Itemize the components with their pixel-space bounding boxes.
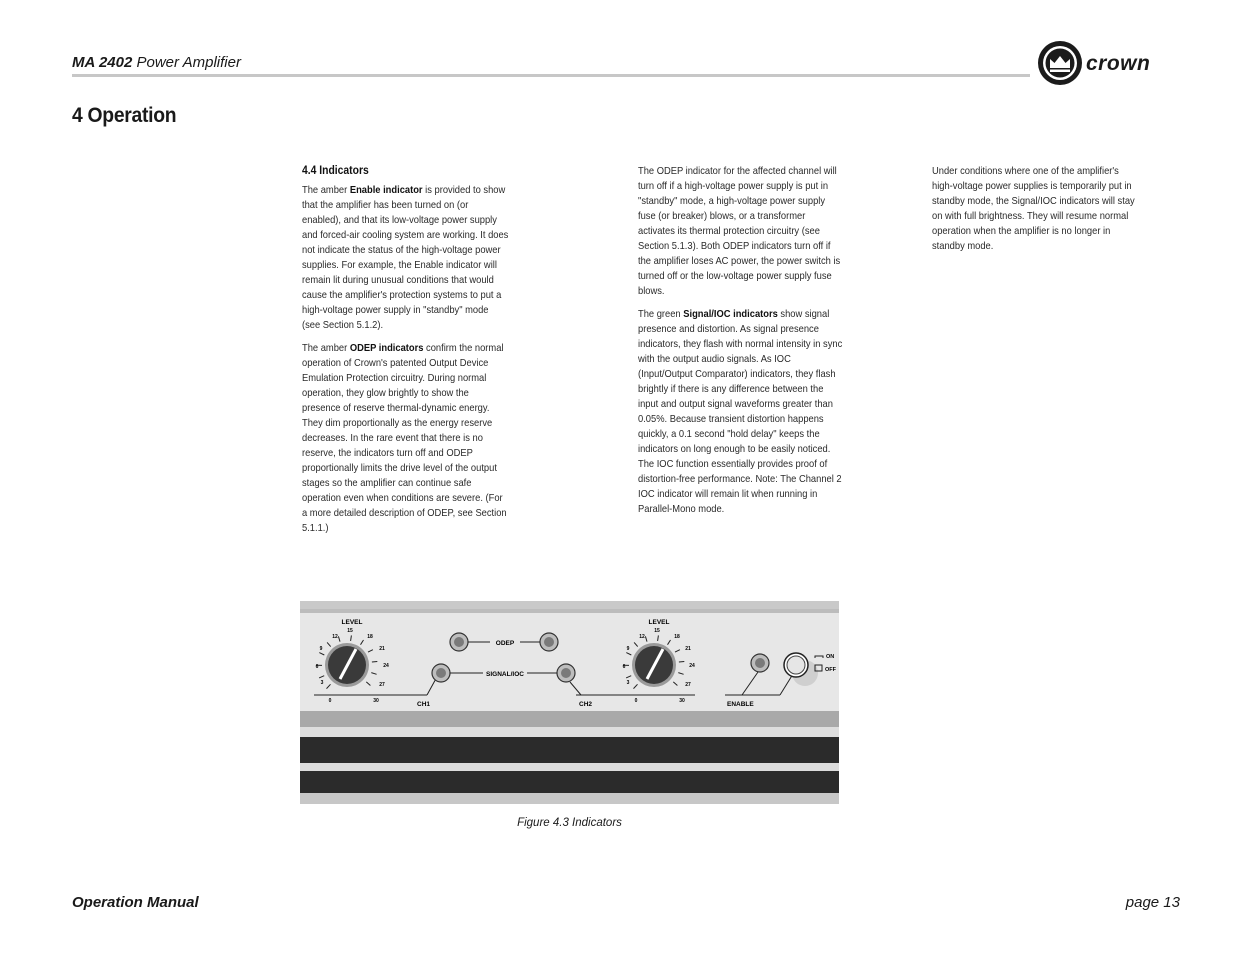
header-model: MA 2402 <box>72 54 133 71</box>
ch1-tick-24: 24 <box>383 663 389 669</box>
ch1-tick-9: 9 <box>319 646 323 652</box>
ch2-tick-9: 9 <box>626 646 630 652</box>
ch1-odep-indicator <box>450 633 468 651</box>
odep-label: ODEP <box>495 640 515 647</box>
section-heading: 4 Operation <box>72 104 177 127</box>
enable-indicator <box>751 654 769 672</box>
ch2-label: CH2 <box>579 701 593 708</box>
ch2-tick-0: 0 <box>634 698 638 704</box>
paragraph-signal-ioc: The green Signal/IOC indicators show signal presence and distortion. As signal presence indicators, they flash with normal intensity in sync with the output audio signals. As IOC (Input/Output Comparator) indicators, they flash brightly if there is any difference between the input and output signal waveforms greater than 0.05%. Because transient distortion happens quickly, a 0.1 second "hold delay" keeps the indicators on long enough to be easily noticed. The IOC function essentially provides proof of distortion-free performance. Note: The Channel 2 IOC indicator will remain lit when running in Parallel-Mono mode. <box>638 309 843 515</box>
on-label: ON <box>826 654 835 660</box>
text-column-2 <box>638 164 843 525</box>
footer-page-number: page 13 <box>1125 894 1180 911</box>
ch2-tick-24: 24 <box>689 663 695 669</box>
paragraph-enable: The amber Enable indicator is provided to show that the amplifier has been turned on (or enabled), and that its low-voltage power supply and forced-air cooling system are working. It does not indicate the status of the high-voltage power supplies. For example, the Enable indicator will remain lit during unusual conditions that would cause the amplifier's protection systems to put a high-voltage power supply in "standby" mode (see Section 5.1.2). <box>302 185 509 331</box>
ch2-level-label: LEVEL <box>648 619 670 626</box>
ch1-tick-3: 3 <box>320 680 324 686</box>
off-label: OFF <box>825 667 836 673</box>
ch1-tick-21: 21 <box>379 646 385 652</box>
ch1-tick-15: 15 <box>347 628 353 634</box>
ch1-label: CH1 <box>417 701 431 708</box>
ch2-tick-15: 15 <box>654 628 660 634</box>
ch1-tick-27: 27 <box>379 682 385 688</box>
footer-manual-title: Operation Manual <box>72 894 199 911</box>
header-product: Power Amplifier <box>132 54 241 71</box>
ch2-odep-indicator <box>540 633 558 651</box>
signal-ioc-label: SIGNAL/IOC <box>486 671 524 678</box>
ch1-tick-6: 6 <box>315 664 319 670</box>
ch2-tick-21: 21 <box>685 646 691 652</box>
ch2-tick-12: 12 <box>639 634 645 640</box>
term-odep-indicators: ODEP indicators <box>349 343 424 354</box>
ch2-tick-6: 6 <box>622 664 626 670</box>
ch2-tick-30: 30 <box>679 698 685 704</box>
ch1-tick-30: 30 <box>373 698 379 704</box>
ch1-tick-0: 0 <box>328 698 332 704</box>
ch2-tick-27: 27 <box>685 682 691 688</box>
paragraph-odep-standby: The ODEP indicator for the affected channel will turn off if a high-voltage power supply is put in "standby" mode, a high-voltage power supply fuse (or breaker) blows, or a transformer activates its thermal protection circuitry (see Section 5.1.3). Both ODEP indicators turn off if the amplifier loses AC power, the power switch is turned off or the low-voltage power supply fuse blows. <box>638 166 841 297</box>
header-rule <box>72 74 1030 77</box>
figure-caption: Figure 4.3 Indicators <box>517 817 622 829</box>
text-column-1 <box>302 164 509 544</box>
text-column-3 <box>932 164 1137 262</box>
ch1-tick-12: 12 <box>332 634 338 640</box>
term-signal-ioc-indicators: Signal/IOC indicators <box>683 309 778 320</box>
ch2-tick-3: 3 <box>626 680 630 686</box>
enable-label: ENABLE <box>727 701 754 708</box>
crown-logo <box>1036 38 1184 88</box>
header-title <box>72 54 241 71</box>
ch2-signal-ioc-indicator <box>557 664 575 682</box>
term-enable-indicator: Enable indicator <box>349 185 423 196</box>
subsection-heading: 4.4 Indicators <box>302 165 369 177</box>
paragraph-odep: The amber ODEP indicators confirm the normal operation of Crown's patented Output Device Emulation Protection circuitry. During normal operation, they glow brightly to show the presence of reserve thermal-dynamic energy. They dim proportionally as the energy reserve decreases. In the rare event that there is no reserve, the indicators turn off and ODEP proportionally limits the drive level of the output stages so the amplifier can continue safe operation even when conditions are severe. (For a more detailed description of ODEP, see Section 5.1.1.) <box>302 343 507 534</box>
paragraph-standby: Under conditions where one of the amplifier's high-voltage power supplies is temporarily put in standby mode, the Signal/IOC indicators will stay on with full brightness. They will resume normal operation when the amplifier is no longer in standby mode. <box>932 166 1135 252</box>
ch2-tick-18: 18 <box>674 634 680 640</box>
brand-wordmark: crown <box>1086 52 1151 75</box>
ch1-level-label: LEVEL <box>341 619 363 626</box>
ch1-signal-ioc-indicator <box>432 664 450 682</box>
indicators-figure <box>300 601 839 804</box>
ch1-tick-18: 18 <box>367 634 373 640</box>
